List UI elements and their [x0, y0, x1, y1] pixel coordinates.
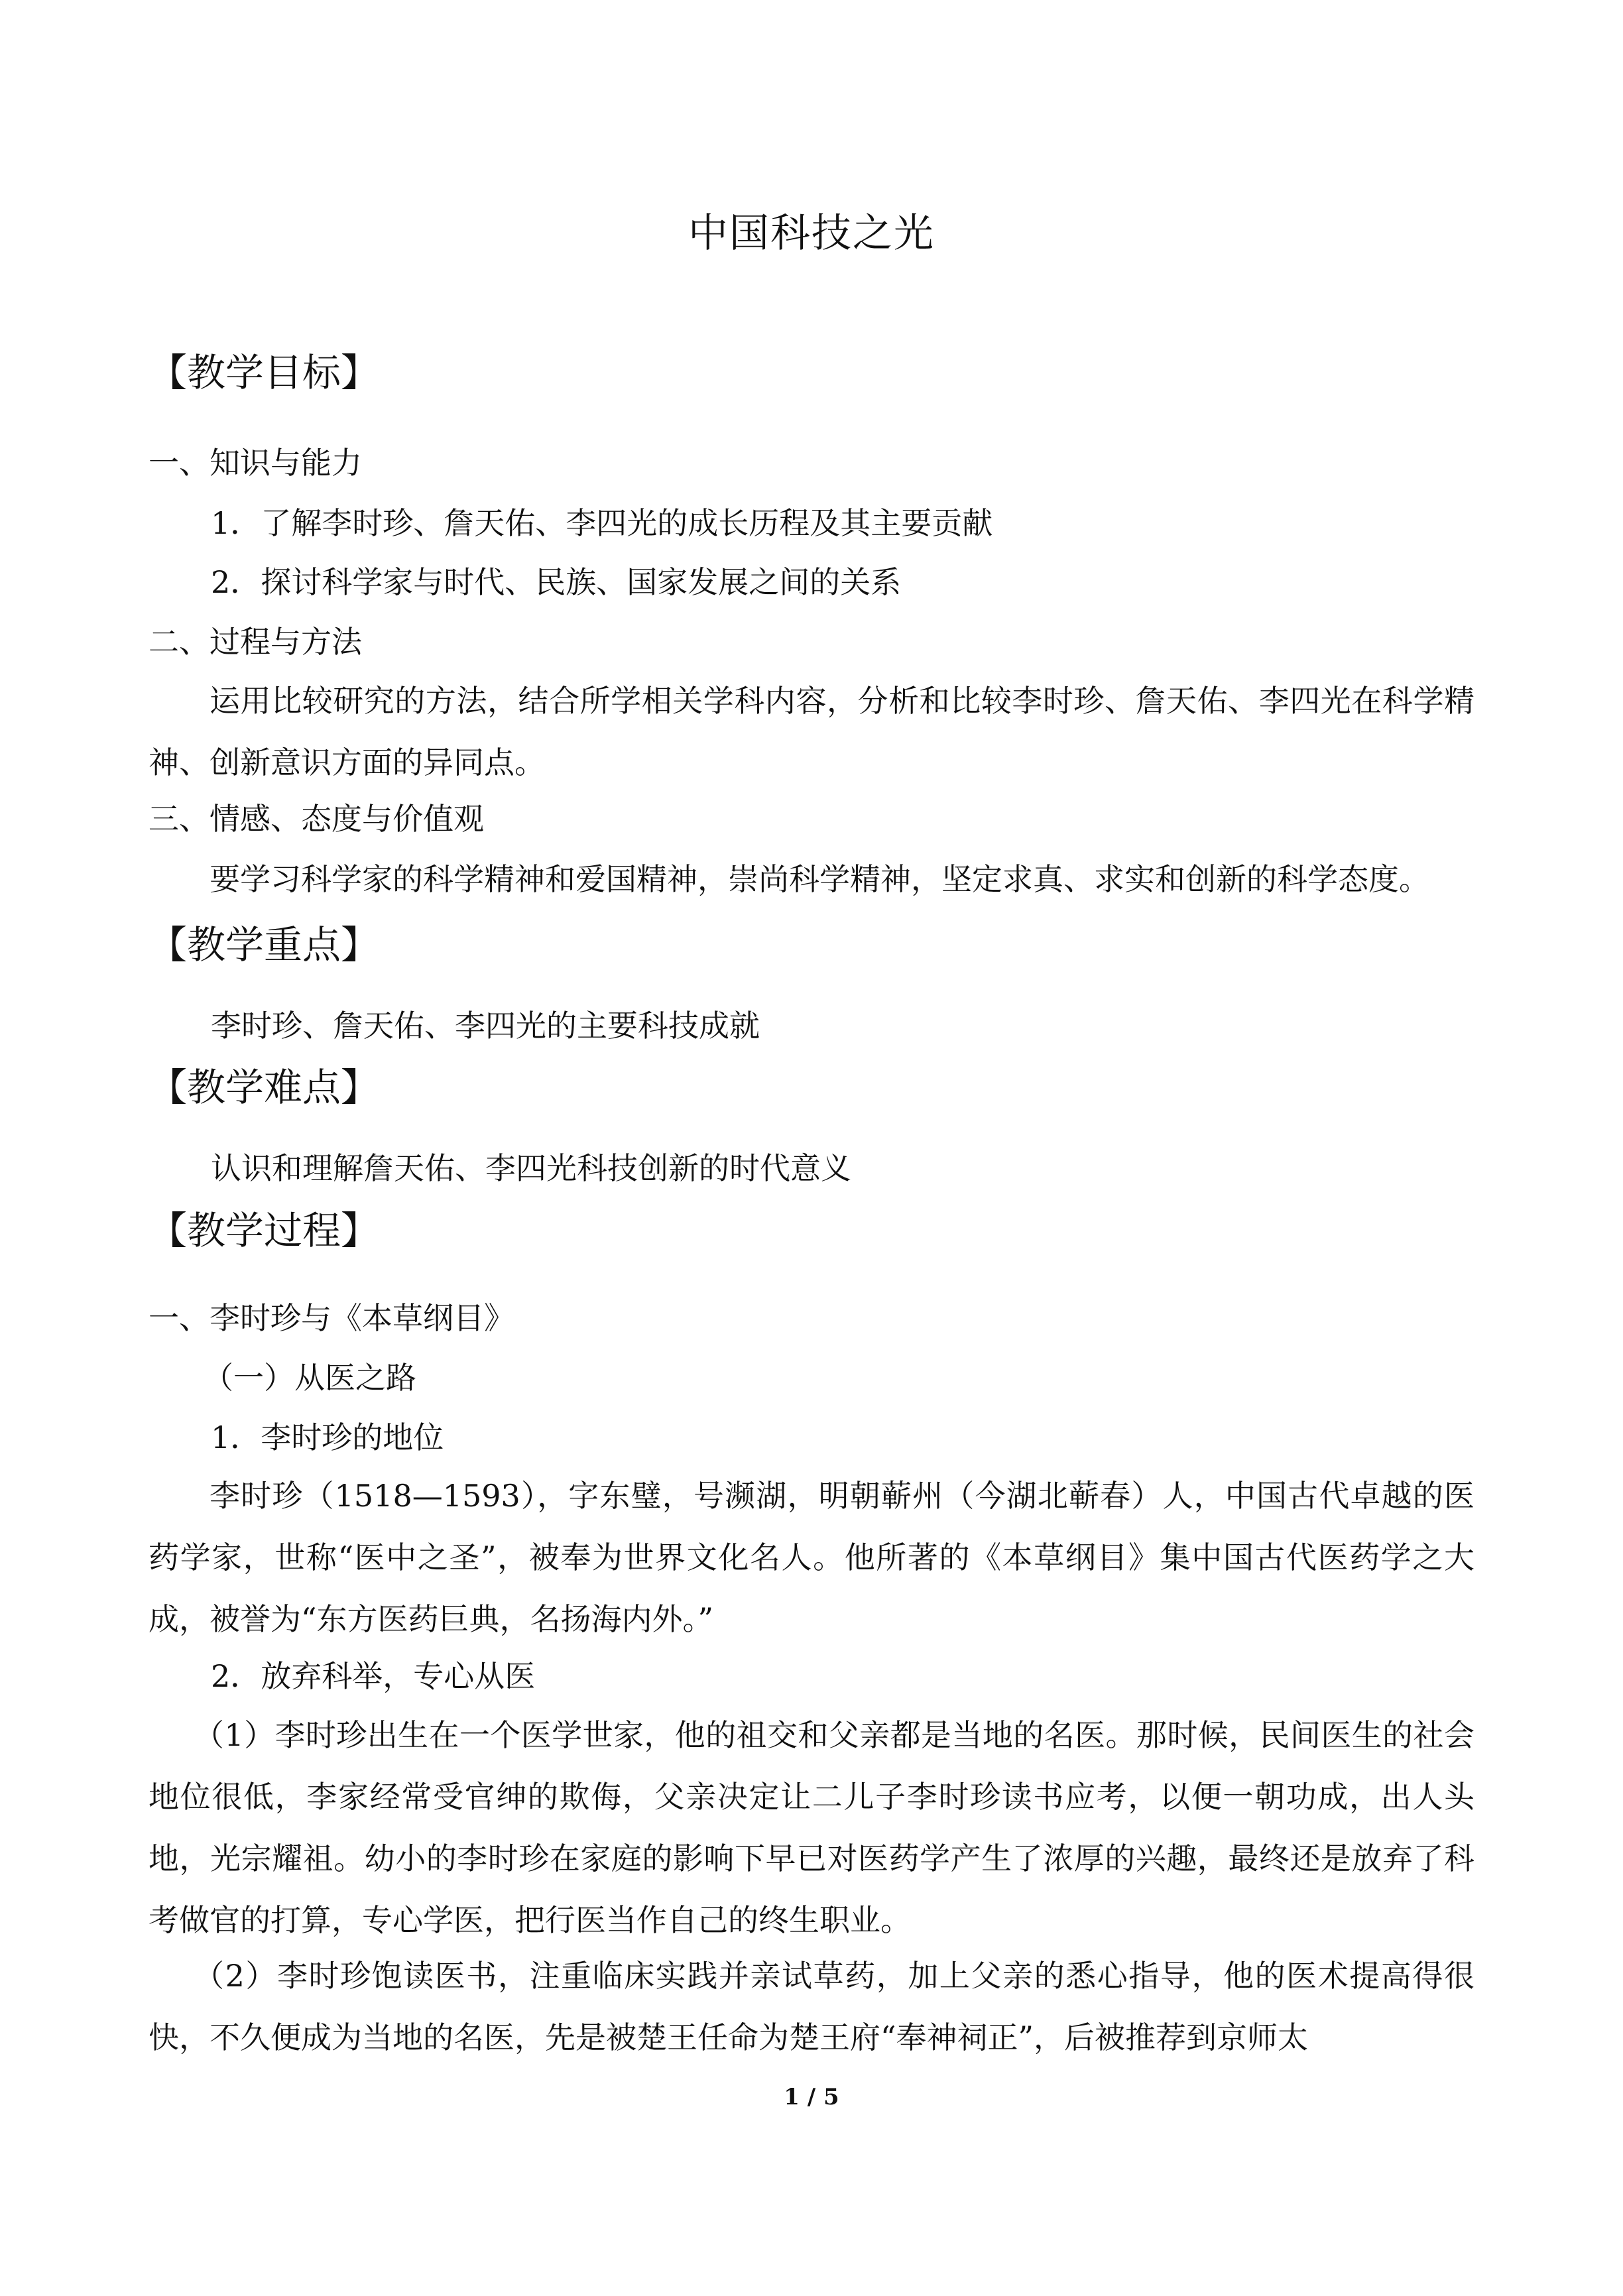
method-heading: 二、过程与方法	[149, 624, 362, 660]
section-heading-difficulties: 【教学难点】	[149, 1065, 380, 1110]
knowledge-item-2: 2．探讨科学家与时代、民族、国家发展之间的关系	[211, 564, 902, 600]
attitude-heading: 三、情感、态度与价值观	[149, 801, 484, 837]
process-item1-paragraph: 李时珍（1518—1593），字东璧，号濒湖，明朝蕲州（今湖北蕲春）人，中国古代卓越的医药学家，世称“医中之圣”，被奉为世界文化名人。他所著的《本草纲目》集中国古代医药学之大成，被誉为“东方医药巨典，名扬海内外。”	[149, 1478, 1474, 1637]
section-heading-goals: 【教学目标】	[149, 350, 380, 395]
process-item2-paragraph-1: （1）李时珍出生在一个医学世家，他的祖交和父亲都是当地的名医。那时候，民间医生的社会地位很低，李家经常受官绅的欺侮，父亲决定让二儿子李时珍读书应考，以便一朝功成，出人头地，光宗耀祖。幼小的李时珍在家庭的影响下早已对医药学产生了浓厚的兴趣，最终还是放弃了科考做官的打算，专心学医，把行医当作自己的终生职业。	[149, 1717, 1474, 1938]
attitude-paragraph: 要学习科学家的科学精神和爱国精神，崇尚科学精神，坚定求真、求实和创新的科学态度。	[210, 861, 1429, 897]
knowledge-item-1: 1．了解李时珍、詹天佑、李四光的成长历程及其主要贡献	[211, 505, 993, 541]
section-heading-process: 【教学过程】	[149, 1208, 380, 1253]
process-part1-heading: 一、李时珍与《本草纲目》	[149, 1300, 514, 1336]
key-points-text: 李时珍、詹天佑、李四光的主要科技成就	[211, 1008, 760, 1044]
document-title: 中国科技之光	[688, 210, 935, 257]
process-item2-paragraph-2: （2）李时珍饱读医书，注重临床实践并亲试草药，加上父亲的悉心指导，他的医术提高得很快，不久便成为当地的名医，先是被楚王任命为楚王府“奉神祠正”，后被推荐到京师太	[149, 1958, 1474, 2055]
process-item1-heading: 1．李时珍的地位	[211, 1420, 444, 1455]
method-paragraph: 运用比较研究的方法，结合所学相关学科内容，分析和比较李时珍、詹天佑、李四光在科学精神、创新意识方面的异同点。	[149, 683, 1474, 780]
page-number: 1 / 5	[784, 2084, 839, 2110]
section-heading-key-points: 【教学重点】	[149, 922, 380, 967]
process-sub1-heading: （一）从医之路	[203, 1360, 416, 1396]
knowledge-heading: 一、知识与能力	[149, 445, 362, 481]
difficulties-text: 认识和理解詹天佑、李四光科技创新的时代意义	[211, 1150, 851, 1186]
process-item2-heading: 2．放弃科举，专心从医	[211, 1658, 536, 1694]
